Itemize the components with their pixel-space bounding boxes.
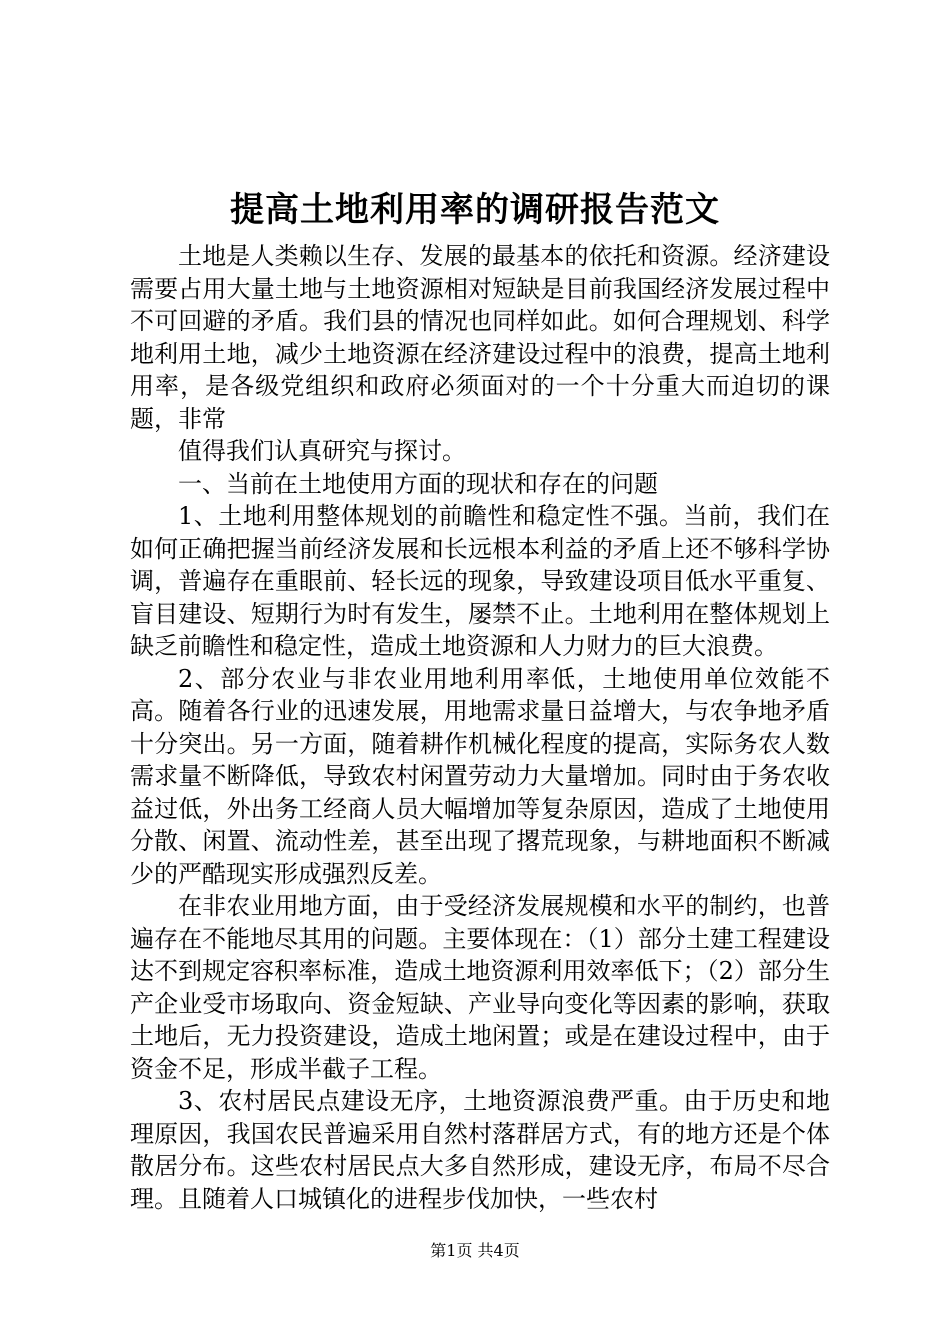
paragraph-intro-continued: 值得我们认真研究与探讨。 bbox=[178, 437, 466, 465]
paragraph-issue-2: 2、部分农业与非农业用地利用率低，土地使用单位效能不高。随着各行业的迅速发展，用地需求量日益增大，与农争地矛盾十分突出。另一方面，随着耕作机械化程度的提高，实际务农人数需求量不断降低，导致农村闲置劳动力大量增加。同时由于务农收益过低，外出务工经商人员大幅增加等复杂原因，造成了土地使用分散、闲置、流动性差，甚至出现了撂荒现象，与耕地面积不断减少的严酷现实形成强烈反差。 bbox=[130, 664, 830, 888]
paragraph-issue-1: 1、土地利用整体规划的前瞻性和稳定性不强。当前，我们在如何正确把握当前经济发展和长远根本利益的矛盾上还不够科学协调，普遍存在重眼前、轻长远的现象，导致建设项目低水平重复、盲目建设、短期行为时有发生，屡禁不止。土地利用在整体规划上缺乏前瞻性和稳定性，造成土地资源和人力财力的巨大浪费。 bbox=[130, 502, 830, 660]
document-title: 提高土地利用率的调研报告范文 bbox=[230, 190, 720, 230]
page-footer: 第1页 共4页 bbox=[430, 1241, 520, 1260]
document-body bbox=[130, 240, 830, 1215]
paragraph-issue-3: 3、农村居民点建设无序，土地资源浪费严重。由于历史和地理原因，我国农民普遍采用自然村落群居方式，有的地方还是个体散居分布。这些农村居民点大多自然形成，建设无序，布局不尽合理。且随着人口城镇化的进程步伐加快，一些农村 bbox=[130, 1087, 830, 1213]
paragraph-intro: 土地是人类赖以生存、发展的最基本的依托和资源。经济建设需要占用大量土地与土地资源相对短缺是目前我国经济发展过程中不可回避的矛盾。我们县的情况也同样如此。如何合理规划、科学地利用土地，减少土地资源在经济建设过程中的浪费，提高土地利用率，是各级党组织和政府必须面对的一个十分重大而迫切的课题，非常 bbox=[130, 242, 830, 433]
section-heading-current-status: 一、当前在土地使用方面的现状和存在的问题 bbox=[178, 469, 658, 498]
paragraph-non-agricultural-land: 在非农业用地方面，由于受经济发展规模和水平的制约，也普遍存在不能地尽其用的问题。主要体现在：（1）部分土建工程建设达不到规定容积率标准，造成土地资源利用效率低下；（2）部分生产企业受市场取向、资金短缺、产业导向变化等因素的影响，获取土地后，无力投资建设，造成土地闲置；或是在建设过程中，由于资金不足，形成半截子工程。 bbox=[130, 892, 830, 1083]
